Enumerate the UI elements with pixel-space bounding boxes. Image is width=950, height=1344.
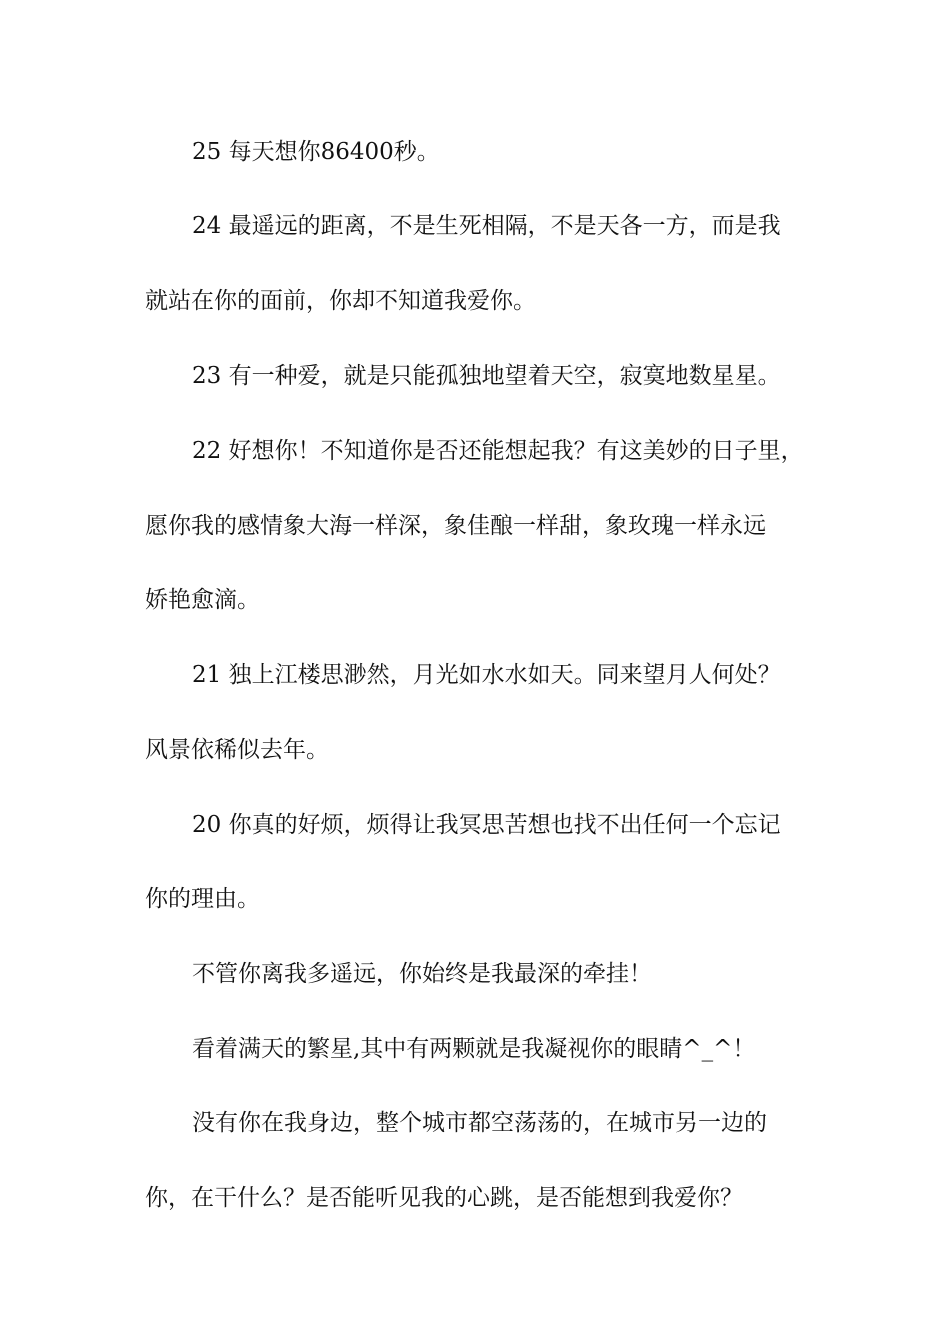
text-line: 就站在你的面前，你却不知道我爱你。 — [145, 288, 536, 314]
text-line: 风景依稀似去年。 — [145, 737, 329, 763]
text-line: 看着满天的繁星,其中有两颗就是我凝视你的眼睛^_^！ — [192, 1036, 756, 1062]
text-line: 你的理由。 — [145, 886, 260, 912]
text-line: 不管你离我多遥远，你始终是我最深的牵挂！ — [192, 961, 652, 987]
text-line: 24 最遥远的距离，不是生死相隔，不是天各一方，而是我 — [192, 213, 781, 239]
text-line: 20 你真的好烦，烦得让我冥思苦想也找不出任何一个忘记 — [192, 812, 781, 838]
text-line: 愿你我的感情象大海一样深，象佳酿一样甜，象玫瑰一样永远 — [145, 513, 766, 539]
text-line: 22 好想你！不知道你是否还能想起我？有这美妙的日子里， — [192, 438, 804, 464]
text-line: 25 每天想你86400秒。 — [192, 139, 440, 165]
text-line: 你，在干什么？是否能听见我的心跳，是否能想到我爱你？ — [145, 1185, 743, 1211]
text-line: 没有你在我身边，整个城市都空荡荡的，在城市另一边的 — [192, 1110, 767, 1136]
text-line: 娇艳愈滴。 — [145, 587, 260, 613]
text-line: 21 独上江楼思渺然，月光如水水如天。同来望月人何处？ — [192, 662, 781, 688]
text-line: 23 有一种爱，就是只能孤独地望着天空，寂寞地数星星。 — [192, 363, 781, 389]
